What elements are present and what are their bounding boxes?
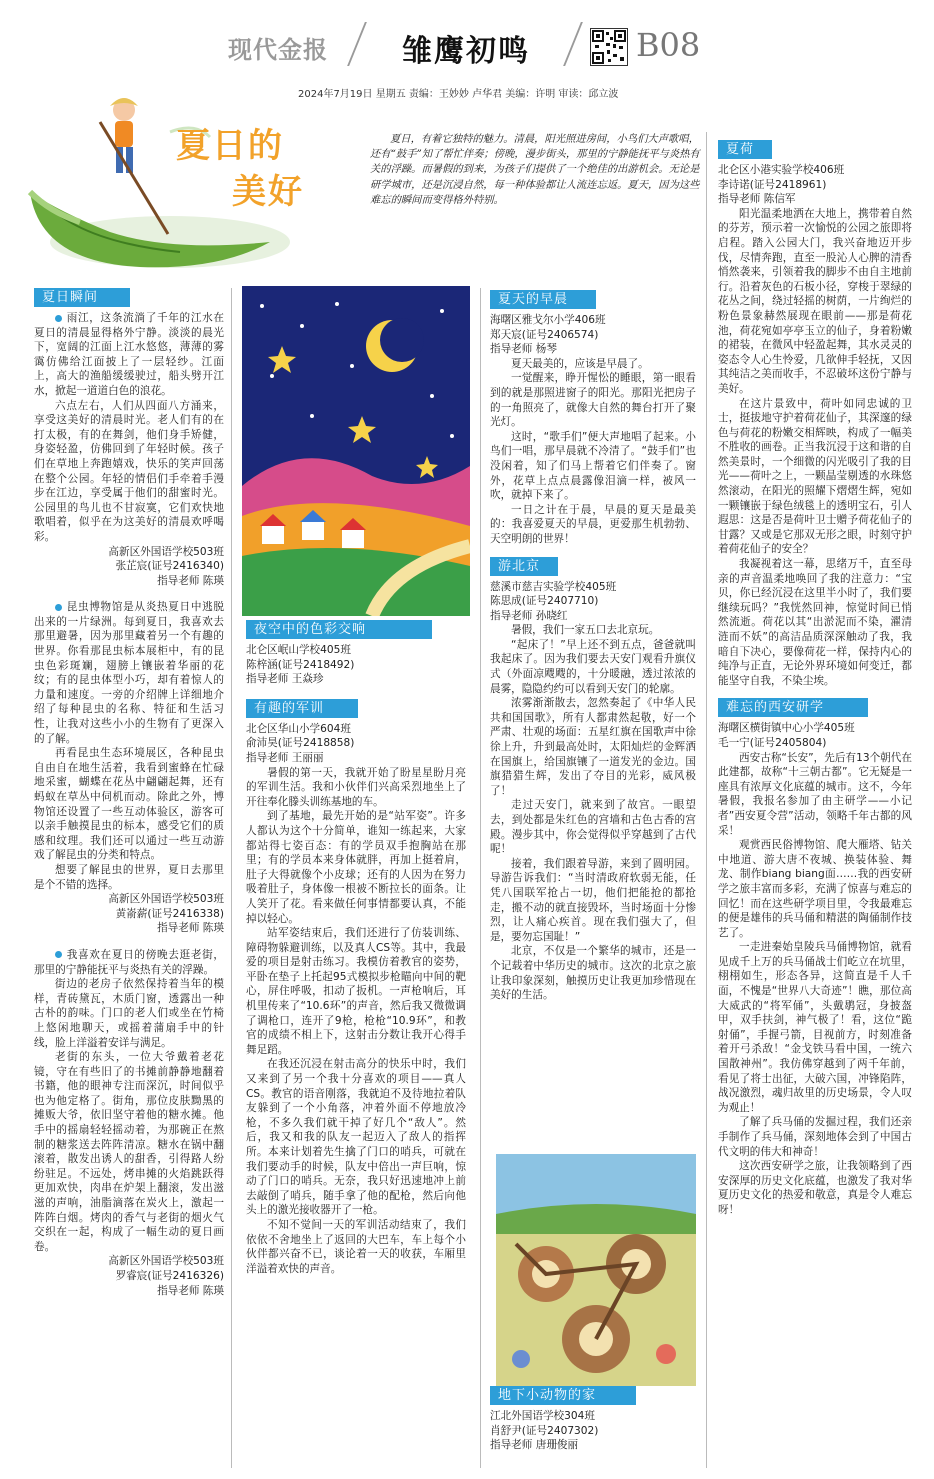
bullet-icon <box>55 315 62 322</box>
painting-night-sky <box>242 286 470 616</box>
author: 张芷宸(证号2416340) <box>115 560 224 573</box>
author: 李诗诺(证号2418961) <box>718 178 827 191</box>
school: 慈溪市慈吉实验学校405班 <box>490 580 617 593</box>
paragraph: 接着，我们跟着导游，来到了圆明园。导游告诉我们：“当时清政府软弱无能，任凭八国联军抢占一切，他们把能抢的都抢走，搬不动的就直接毁坏，当时场面十分惨烈，让人痛心疾首。现在我们强大了，但是，要勿忘国耻！” <box>490 857 696 943</box>
teacher: 指导老师 陈瑛 <box>157 574 224 587</box>
paragraph: “起床了！”早上还不到五点，爸爸就叫我起床了。因为我们要去天安门观看升旗仪式（外面凉飕飕的，十分暖融，透过浓浓的晨雾，隐隐约约可以看到天安门的轮廓。 <box>490 638 696 695</box>
author: 陈思成(证号2407710) <box>490 595 599 608</box>
school: 北仑区小港实验学校406班 <box>718 164 845 176</box>
painting-credit <box>490 1386 696 1453</box>
column-2 <box>246 620 466 1276</box>
school: 海曙区雅戈尔小学406班 <box>490 314 606 326</box>
column-divider <box>706 132 707 1468</box>
paragraph: 老街的东头，一位大爷戴着老花镜，守在有些旧了的书摊前静静地翻着书籍，他的眼神专注而深沉，时间似乎也为他定格了。街角，那位皮肤黝黑的摊贩大爷，依旧坚守着他的糖水摊。他手中的摇扇轻轻摇动着，为那碗正在熬制的糖浆送去阵阵清凉。糖水在锅中翻滚着，散发出诱人的甜香，引得路人纷纷驻足。不远处，烤串摊的火焰跳跃得更加欢快，肉串在炉架上翻滚，发出滋滋的声响，油脂滴落在炭火上，激起一阵阵白烟。烤肉的香气与老街的烟火气交织在一起，构成了一幅生动的夏日画卷。 <box>34 1051 224 1253</box>
paragraph: 不知不觉间一天的军训活动结束了，我们依依不舍地坐上了返回的大巴车，车上每个小伙伴都兴奋不已，谈论着一天的收获，车厢里洋溢着欢快的声音。 <box>246 1218 466 1275</box>
intro-text: 夏日，有着它独特的魅力。清晨，阳光照进房间，小鸟们大声歌唱，还有“鼓手”知了帮忙伴奏；傍晚，漫步街头，那里的宁静能抚平与炎热有关的浮躁。而暑假的到来，为孩子们提供了一个绝佳的出游机会。无论是研学城市，还是沉浸自然，每一种体验都让人流连忘返。夏天，因为这些难忘的瞬间而变得格外特别。 <box>370 133 700 206</box>
teacher: 指导老师 唐珊俊丽 <box>490 1439 579 1452</box>
paragraph: 六点左右，人们从四面八方涌来，享受这美好的清晨时光。老人们有的在打太极，有的在舞剑，他们身手矫健，身姿轻盈，仿佛回到了年轻时候。孩子们在草地上奔跑嬉戏，快乐的笑声回荡在整个公园。年轻的情侣们手牵着手漫步在江边，享受属于他们的甜蜜时光。公园里的鸟儿也不甘寂寞，它们欢快地歌唱着，似乎在为这美好的清晨欢呼喝彩。 <box>34 399 224 543</box>
page-number: B08 <box>636 26 701 64</box>
column-divider <box>231 288 232 1468</box>
teacher: 指导老师 孙晓红 <box>490 609 568 622</box>
author: 毛一宁(证号2405804) <box>718 736 827 749</box>
paragraph: 北京，不仅是一个繁华的城市，还是一个记载着中华历史的城市。这次的北京之旅让我印象深刻，触摸历史让我更加珍惜现在美好的生活。 <box>490 945 696 1002</box>
bullet-icon <box>55 604 62 611</box>
bullet-icon <box>55 951 62 958</box>
paragraph: 了解了兵马俑的发掘过程，我们还亲手制作了兵马俑，深刻地体会到了中国古代文明的伟大和神奇！ <box>718 1116 912 1158</box>
section-tag: 游北京 <box>490 557 558 576</box>
masthead <box>0 0 934 100</box>
paragraph: 再看昆虫生态环境展区，各种昆虫自由自在地生活着，我看到蜜蜂在忙碌地采蜜，蝴蝶在花丛中翩翩起舞，还有蚂蚁在草丛中伺机而动。除此之外，博物馆还设置了一些互动体验区，游客可以亲手触摸昆虫的标本，感受它们的质感和纹理。我们还可以通过一些互动游戏了解昆虫的分类和特点。 <box>34 747 224 862</box>
paragraph: 到了基地，最先开始的是“站军姿”。许多人都认为这个十分简单，谁知一练起来，大家都站得七姿百态：有的学员双手抱胸站在那里；有的学员本来身体就胖，再加上挺着肩，肚子大得就像个小皮球；还有的人因为在努力吸着肚子，身体像一根被不断拉长的面条。让人笑开了花。看来做任何事情都要认真，不能掉以轻心。 <box>246 810 466 925</box>
paragraph: 在我还沉浸在射击高分的快乐中时，我们又来到了另一个我十分喜欢的项目——真人CS。教官的语音刚落，我就迫不及待地拉着队友躲到了一个小角落，冲着外面不停地放冷枪，不多久我们就干掉了好几个“敌人”。然后，我又和我的队友一起迈入了敌人的指挥所。本来计划着先生擒了门口的哨兵，可就在我们要动手的时候，队友中倍出一声巨响，惊动了门口的哨兵。无奈，我只好迅速地冲上前去敲倒了哨兵，随手拿了他的配枪，然后向他头上的激光接收器开了一枪。 <box>246 1058 466 1217</box>
newspaper-brand: 现代金报 <box>228 35 328 64</box>
paragraph: 昆虫博物馆是从炎热夏日中逃脱出来的一片绿洲。每到夏日，我喜欢去那里避暑，因为那里藏着另一个有趣的世界。你看那昆虫标本展柜中，有的昆虫色彩斑斓，翅膀上镶嵌着华丽的花纹；有的昆虫体型小巧，却有着惊人的力量和速度。一旁的介绍牌上详细地介绍了每种昆虫的名称、特征和生活习性，让我对这些小小的生物有了更深入的了解。 <box>34 601 224 745</box>
paragraph: 我凝视着这一幕，思绪万千，直至母亲的声音温柔地唤回了我的注意力：“宝贝，你已经沉浸在这里半小时了，我们要继续玩吗？”我恍然回神，惊觉时间已悄然流逝。荷花以其“出淤泥而不染，濯清涟而不妖”的高洁品质深深触动了我，我暗自下决心，要像荷花一样，保持内心的纯净与正直，无论外界环境如何变迁，都能坚守自我，不染尘埃。 <box>718 558 912 687</box>
school: 北仑区岷山学校405班 <box>246 644 351 656</box>
dateline: 2024年7月19日 星期五 责编：王妙妙 卢华君 美编：许明 审读：邱立波 <box>298 89 619 100</box>
column-1 <box>34 288 224 1298</box>
paragraph: 暑假，我们一家五口去北京玩。 <box>511 624 660 637</box>
article <box>34 600 224 936</box>
section-tag: 夏日瞬间 <box>34 288 130 307</box>
section-tag: 夏天的早晨 <box>490 290 596 309</box>
paragraph: 想要了解昆虫的世界，夏日去那里是个不错的选择。 <box>34 863 224 891</box>
article <box>34 948 224 1298</box>
painting-caption: 夜空中的色彩交响 <box>246 620 432 639</box>
masthead-divider <box>563 22 583 66</box>
hero-title-line2: 美好 <box>232 172 304 212</box>
painting-caption: 地下小动物的家 <box>490 1386 636 1405</box>
paragraph: 站军姿结束后，我们还进行了仿装训练、障碍物躲避训练，以及真人CS等。其中，我最爱的项目是射击练习。我模仿着教官的姿势，平卧在垫子上托起95式模拟步枪瞄向中间的靶心，屏住呼吸，扣动了扳机。一声枪响后，耳机里传来了“10.6环”的声音，然后我又微微调了调枪口，连开了9枪，枪枪“10.9环”，和教官的成绩不相上下，这射击分数让我开心得手舞足蹈。 <box>246 927 466 1056</box>
school: 高新区外国语学校503班 <box>108 893 224 906</box>
painting-underground-animals <box>496 1154 696 1386</box>
section-title: 雏鹰初鸣 <box>402 34 530 69</box>
paragraph: 在这片景致中，荷叶如同忠诚的卫士，挺拔地守护着荷花仙子，其深邃的绿色与荷花的粉嫩交相辉映，构成了一幅美不胜收的画卷。正当我沉浸于这和谐的自然美景时，一个细微的闪光吸引了我的目光——荷叶之上，一颗晶莹剔透的水珠悠然滚动，在阳光的照耀下熠熠生辉，宛如一颗镶嵌于绿色绒毯上的透明宝石，引人遐思：这是否是荷叶卫士赠予荷花仙子的甘露？又或是它那双无形之眼，时刻守护着荷花仙子的安全？ <box>718 397 912 556</box>
teacher: 指导老师 陈瑛 <box>157 1284 224 1297</box>
paragraph: 这次西安研学之旅，让我领略到了西安深厚的历史文化底蕴，也激发了我对华夏历史文化的热爱和敬意，真是令人难忘呀！ <box>718 1160 912 1216</box>
paragraph: 一日之计在于晨，早晨的夏天是最美的：我喜爱夏天的早晨，更爱那生机勃勃、天空明朗的世界！ <box>490 503 696 545</box>
author: 郑天宸(证号2406574) <box>490 328 599 341</box>
school: 北仑区华山小学604班 <box>246 722 351 735</box>
school: 高新区外国语学校503班 <box>108 1255 224 1268</box>
column-divider <box>480 288 481 1468</box>
author: 黄嵛薪(证号2416338) <box>115 907 224 920</box>
teacher: 指导老师 陈瑛 <box>157 922 224 935</box>
paragraph: 夏天最美的，应该是早晨了。 <box>511 357 649 370</box>
school: 江北外国语学校304班 <box>490 1410 595 1422</box>
author: 罗睿宸(证号2416326) <box>115 1270 224 1282</box>
hero-title-line1: 夏日的 <box>176 126 284 166</box>
paragraph: 浓雾渐渐散去，忽然奏起了《中华人民共和国国歌》，所有人都肃然起敬，好一个严肃、壮观的场面：五星红旗在国歌声中徐徐上升，升到最高处时，太阳灿烂的金辉洒在国旗上，给国旗镶了一道发光的金边。国旗猎猎生辉，发出了夺目的光彩，威风极了！ <box>490 697 696 797</box>
paragraph: 一觉醒来，睁开惺忪的睡眼，第一眼看到的就是那照进窗子的阳光。那阳光把房子的一角照亮了，就像大自然的舞台打开了聚光灯。 <box>490 372 696 429</box>
section-tag: 难忘的西安研学 <box>718 698 868 717</box>
qr-code-icon[interactable] <box>590 28 628 66</box>
paragraph: 我喜欢在夏日的傍晚去逛老街，那里的宁静能抚平与炎热有关的浮躁。 <box>34 948 224 976</box>
teacher: 指导老师 杨琴 <box>490 343 557 356</box>
teacher: 指导老师 王焱珍 <box>246 673 324 686</box>
paragraph: 这时，“歌手们”便大声地唱了起来。小鸟们一唱，那早晨就不冷清了。“鼓手们”也没闲着，知了们马上帮着它们伴奏了。窗外，花草上点点晨露像泪滴一样，被风一吹，就掉下来了。 <box>490 430 696 502</box>
column-4 <box>718 140 912 1218</box>
school: 高新区外国语学校503班 <box>108 545 224 558</box>
paragraph: 一走进秦始皇陵兵马俑博物馆，就看见成千上万的兵马俑战士们屹立在坑里，栩栩如生，形态各异，这简直是千人千面，不愧是“世界八大奇迹”！瞧，那位高大威武的“将军俑”，头戴鹖冠，身披盔甲，双手扶剑，神气极了！看，这位“跪射俑”，手握弓箭，目视前方，时刻准备着开弓杀敌！“金戈铁马看中国，一统六国散神州”。我仿佛穿越到了两千年前，看见了将士出征，大破六国，冲锋陷阵，战况激烈，魂归故里的历史场景，令人叹为观止！ <box>718 941 912 1114</box>
author: 肖舒尹(证号2407302) <box>490 1424 599 1437</box>
school: 海曙区横街镇中心小学405班 <box>718 722 855 735</box>
paragraph: 阳光温柔地洒在大地上，携带着自然的芬芳，预示着一次愉悦的公园之旅即将启程。踏入公园大门，我兴奋地迈开步伐，尽情奔跑，直至一股沁人心脾的清香悄然袭来，引领着我的脚步不由自主地前行。沿着灰色的石板小径，穿梭于翠绿的花丛之间，绕过轻摇的树荫，一片绚烂的粉色景象赫然展现在眼前——那是荷花池，荷花宛如亭亭玉立的仙子，身着粉嫩的裙装，在微风中轻盈起舞，其水灵灵的姿态令人心生怜爱，几欲伸手轻抚，又因其纯洁之美而收手，不忍破坏这份宁静与美好。 <box>718 207 912 395</box>
paragraph: 西安古称“长安”，先后有13个朝代在此建都，故称“十三朝古都”。它无疑是一座具有浓厚文化底蕴的城市。这不，今年暑假，我报名参加了由主研学——小记者”西安夏令营”活动，领略千年古都的风采！ <box>718 751 912 837</box>
section-tag: 夏荷 <box>718 140 772 159</box>
paragraph: 街边的老房子依然保持着当年的模样，青砖黛瓦，木质门窗，透露出一种古朴的韵味。门口的老人们或坐在竹椅上悠闲地聊天，或摇着蒲扇手中的针线，脸上洋溢着安详与满足。 <box>34 978 224 1049</box>
teacher: 指导老师 陈信军 <box>718 193 796 206</box>
section-tag: 有趣的军训 <box>246 699 358 718</box>
author: 俞沛昊(证号2418858) <box>246 737 355 750</box>
paragraph: 雨江，这条流淌了千年的江水在夏日的清晨显得格外宁静。淡淡的晨光下，宽阔的江面上江水悠悠，薄薄的雾霭仿佛给江面披上了一层轻纱。江面上，高大的渔船缓缓驶过，船头劈开江水，掀起一道道白色的浪花。 <box>34 312 224 397</box>
article <box>34 311 224 588</box>
column-3 <box>490 290 696 1003</box>
author: 陈梓涵(证号2418492) <box>246 658 355 671</box>
paragraph: 走过天安门，就来到了故宫。一眼望去，到处都是朱红色的宫墙和古色古香的宫殿。漫步其中，你会觉得似乎穿越到了古代呢！ <box>490 799 696 856</box>
teacher: 指导老师 王丽丽 <box>246 751 324 764</box>
paragraph: 暑假的第一天，我就开始了盼星星盼月亮的军训生活。我和小伙伴们兴高采烈地坐上了开往奉化滕头训练基地的车。 <box>246 766 466 808</box>
paragraph: 观赏西民俗博物馆、爬大雁塔、钻关中地道、游大唐不夜城、换装体验、舞龙、制作biang biang面……我的西安研学之旅丰富而多彩，充满了惊喜与难忘的回忆！而在这些研学项目里，令我最难忘的便是雄伟的兵马俑和精湛的陶俑制作技艺了。 <box>718 839 912 939</box>
masthead-divider <box>347 22 367 66</box>
